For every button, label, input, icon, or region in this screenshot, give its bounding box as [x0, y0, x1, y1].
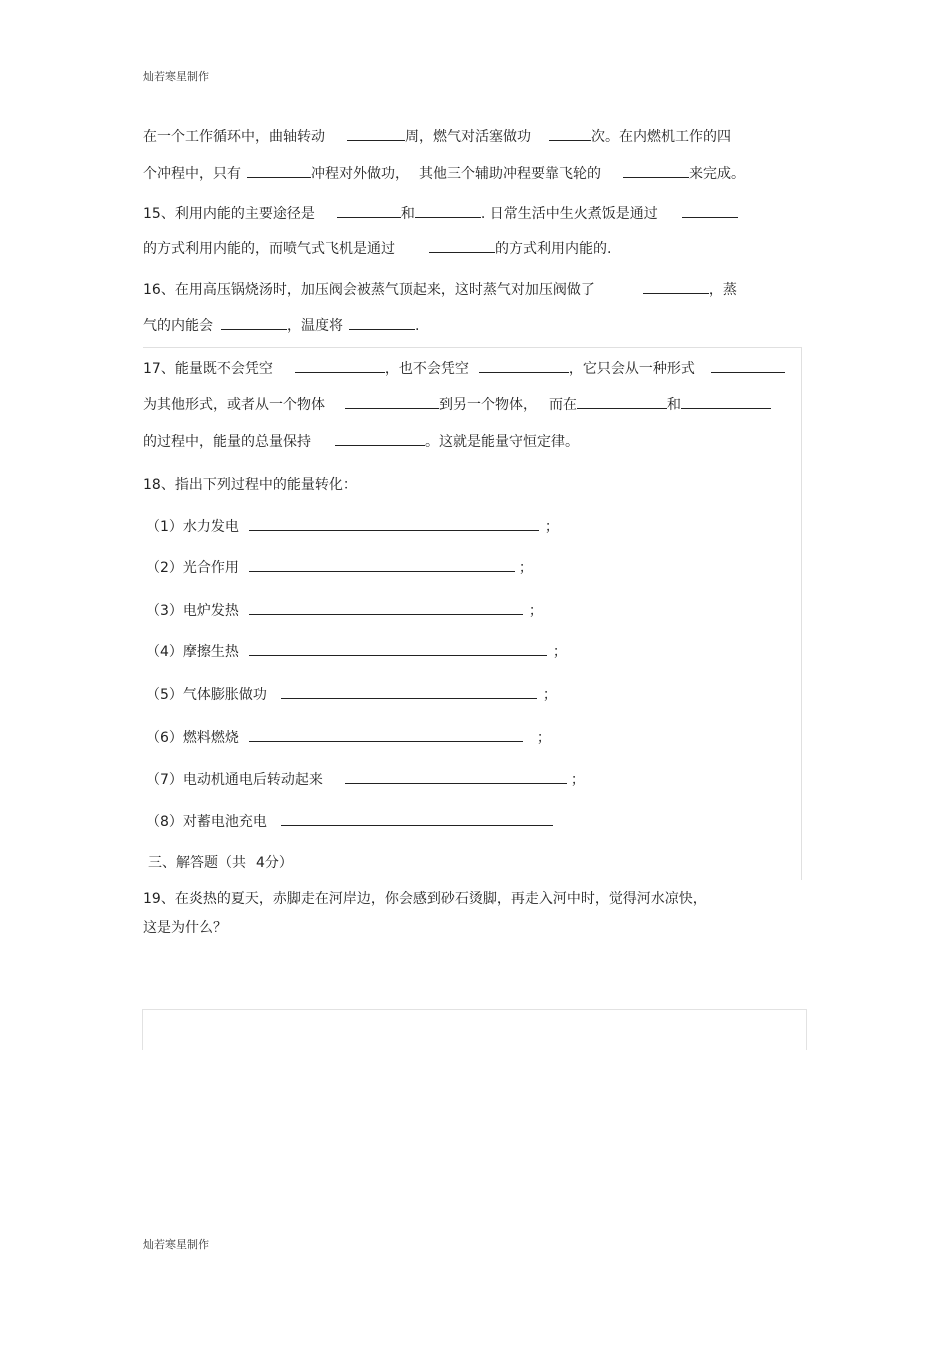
q17-text-d: 和	[667, 397, 681, 413]
blank	[577, 394, 667, 409]
q18-item-end: ；	[542, 687, 557, 703]
blank	[681, 394, 771, 409]
q18-item-label: （3）电炉发热	[146, 603, 239, 619]
blank	[349, 315, 415, 330]
blank	[335, 431, 425, 446]
q18-item-end: ；	[518, 560, 533, 576]
q18-item-end: ；	[552, 644, 567, 660]
q14-text-a: 个冲程中，只有	[143, 166, 241, 182]
blank	[549, 126, 591, 141]
blank	[295, 358, 385, 373]
q16-text-b: ，蒸	[708, 282, 737, 298]
q14-line2	[143, 163, 745, 183]
q16-text-b: ，温度将	[287, 318, 343, 334]
q17-line1	[143, 358, 785, 378]
q18-item-end: ；	[570, 772, 585, 788]
q18-item	[146, 557, 533, 577]
answer-blank	[249, 557, 515, 572]
q18-item	[146, 684, 557, 704]
blank	[247, 163, 311, 178]
answer-blank	[249, 516, 539, 531]
section3-text-b: 4分）	[256, 855, 293, 871]
q16-line2	[143, 315, 419, 335]
section3-title	[148, 854, 293, 872]
q18-item	[146, 516, 559, 536]
q14-text-c: 次。在内燃机工作的四	[591, 129, 731, 145]
page-header: 灿若寒星制作	[143, 70, 209, 83]
q16-text-a: 气的内能会	[143, 318, 213, 334]
q18-item-label: （6）燃料燃烧	[146, 730, 239, 746]
q15-text-a: 15、利用内能的主要途径是	[143, 206, 315, 222]
frame-edge	[143, 347, 802, 348]
q18-item	[146, 811, 553, 831]
q17-line3	[143, 431, 579, 451]
q18-item-label: （2）光合作用	[146, 560, 239, 576]
q17-text-b: 到另一个物体，	[439, 397, 537, 413]
q18-item-end: ；	[544, 519, 559, 535]
q17-line2	[143, 394, 771, 414]
q17-text-a: 的过程中，能量的总量保持	[143, 434, 311, 450]
q18-item-label: （5）气体膨胀做功	[146, 687, 267, 703]
blank	[711, 358, 785, 373]
q18-item	[146, 600, 543, 620]
q18-item-end: ；	[536, 730, 551, 746]
q18-item-end: ；	[528, 603, 543, 619]
q17-text-a: 为其他形式，或者从一个物体	[143, 397, 325, 413]
answer-area	[142, 1009, 807, 1050]
blank	[643, 279, 709, 294]
q18-item	[146, 727, 551, 747]
section3-text-a: 三、解答题（共	[148, 855, 246, 871]
q14-text-a: 在一个工作循环中，曲轴转动	[143, 129, 325, 145]
q18-item	[146, 769, 585, 789]
blank	[221, 315, 287, 330]
q18-item-label: （8）对蓄电池充电	[146, 814, 267, 830]
blank	[415, 203, 481, 218]
answer-blank	[345, 769, 567, 784]
q17-text-b: ，也不会凭空	[384, 361, 469, 377]
q14-text-c: 其他三个辅助冲程要靠飞轮的	[419, 166, 601, 182]
q14-text-b: 冲程对外做功，	[311, 166, 409, 182]
q16-line1	[143, 279, 737, 299]
q16-text-a: 16、在用高压锅烧汤时，加压阀会被蒸气顶起来，这时蒸气对加压阀做了	[143, 282, 595, 298]
blank	[345, 394, 439, 409]
q15-line1	[143, 203, 738, 223]
q18-item-label: （1）水力发电	[146, 519, 239, 535]
q19-line1: 19、在炎热的夏天，赤脚走在河岸边，你会感到砂石烫脚，再走入河中时，觉得河水凉快，	[143, 891, 707, 907]
q17-text-b: 。这就是能量守恒定律。	[425, 434, 579, 450]
q19-line2: 这是为什么？	[143, 920, 227, 936]
blank	[347, 126, 405, 141]
blank	[623, 163, 689, 178]
blank	[337, 203, 401, 218]
answer-blank	[281, 811, 553, 826]
q15-text-b: 和	[400, 206, 415, 222]
q14-text-b: 周，燃气对活塞做功	[405, 129, 531, 145]
q15-text-b: 的方式利用内能的.	[495, 241, 612, 257]
q17-text-a: 17、能量既不会凭空	[143, 361, 273, 377]
page-footer: 灿若寒星制作	[143, 1238, 209, 1251]
q15-text-c: . 日常生活中生火煮饭是通过	[480, 206, 658, 222]
q14-line1	[143, 126, 731, 146]
answer-blank	[249, 641, 547, 656]
blank	[479, 358, 569, 373]
q16-text-c: .	[415, 318, 420, 334]
q18-item-label: （4）摩擦生热	[146, 644, 239, 660]
q18-item	[146, 641, 567, 661]
answer-blank	[249, 727, 523, 742]
q15-line2	[143, 238, 611, 258]
frame-edge	[801, 347, 802, 880]
answer-blank	[281, 684, 537, 699]
q15-text-a: 的方式利用内能的，而喷气式飞机是通过	[143, 241, 395, 257]
blank	[682, 203, 738, 218]
q14-text-d: 来完成。	[689, 166, 745, 182]
answer-blank	[249, 600, 523, 615]
q18-item-label: （7）电动机通电后转动起来	[146, 772, 323, 788]
blank	[429, 238, 495, 253]
q18-title: 18、指出下列过程中的能量转化：	[143, 477, 357, 493]
q17-text-c: 而在	[549, 397, 577, 413]
q17-text-c: ，它只会从一种形式	[568, 361, 695, 377]
